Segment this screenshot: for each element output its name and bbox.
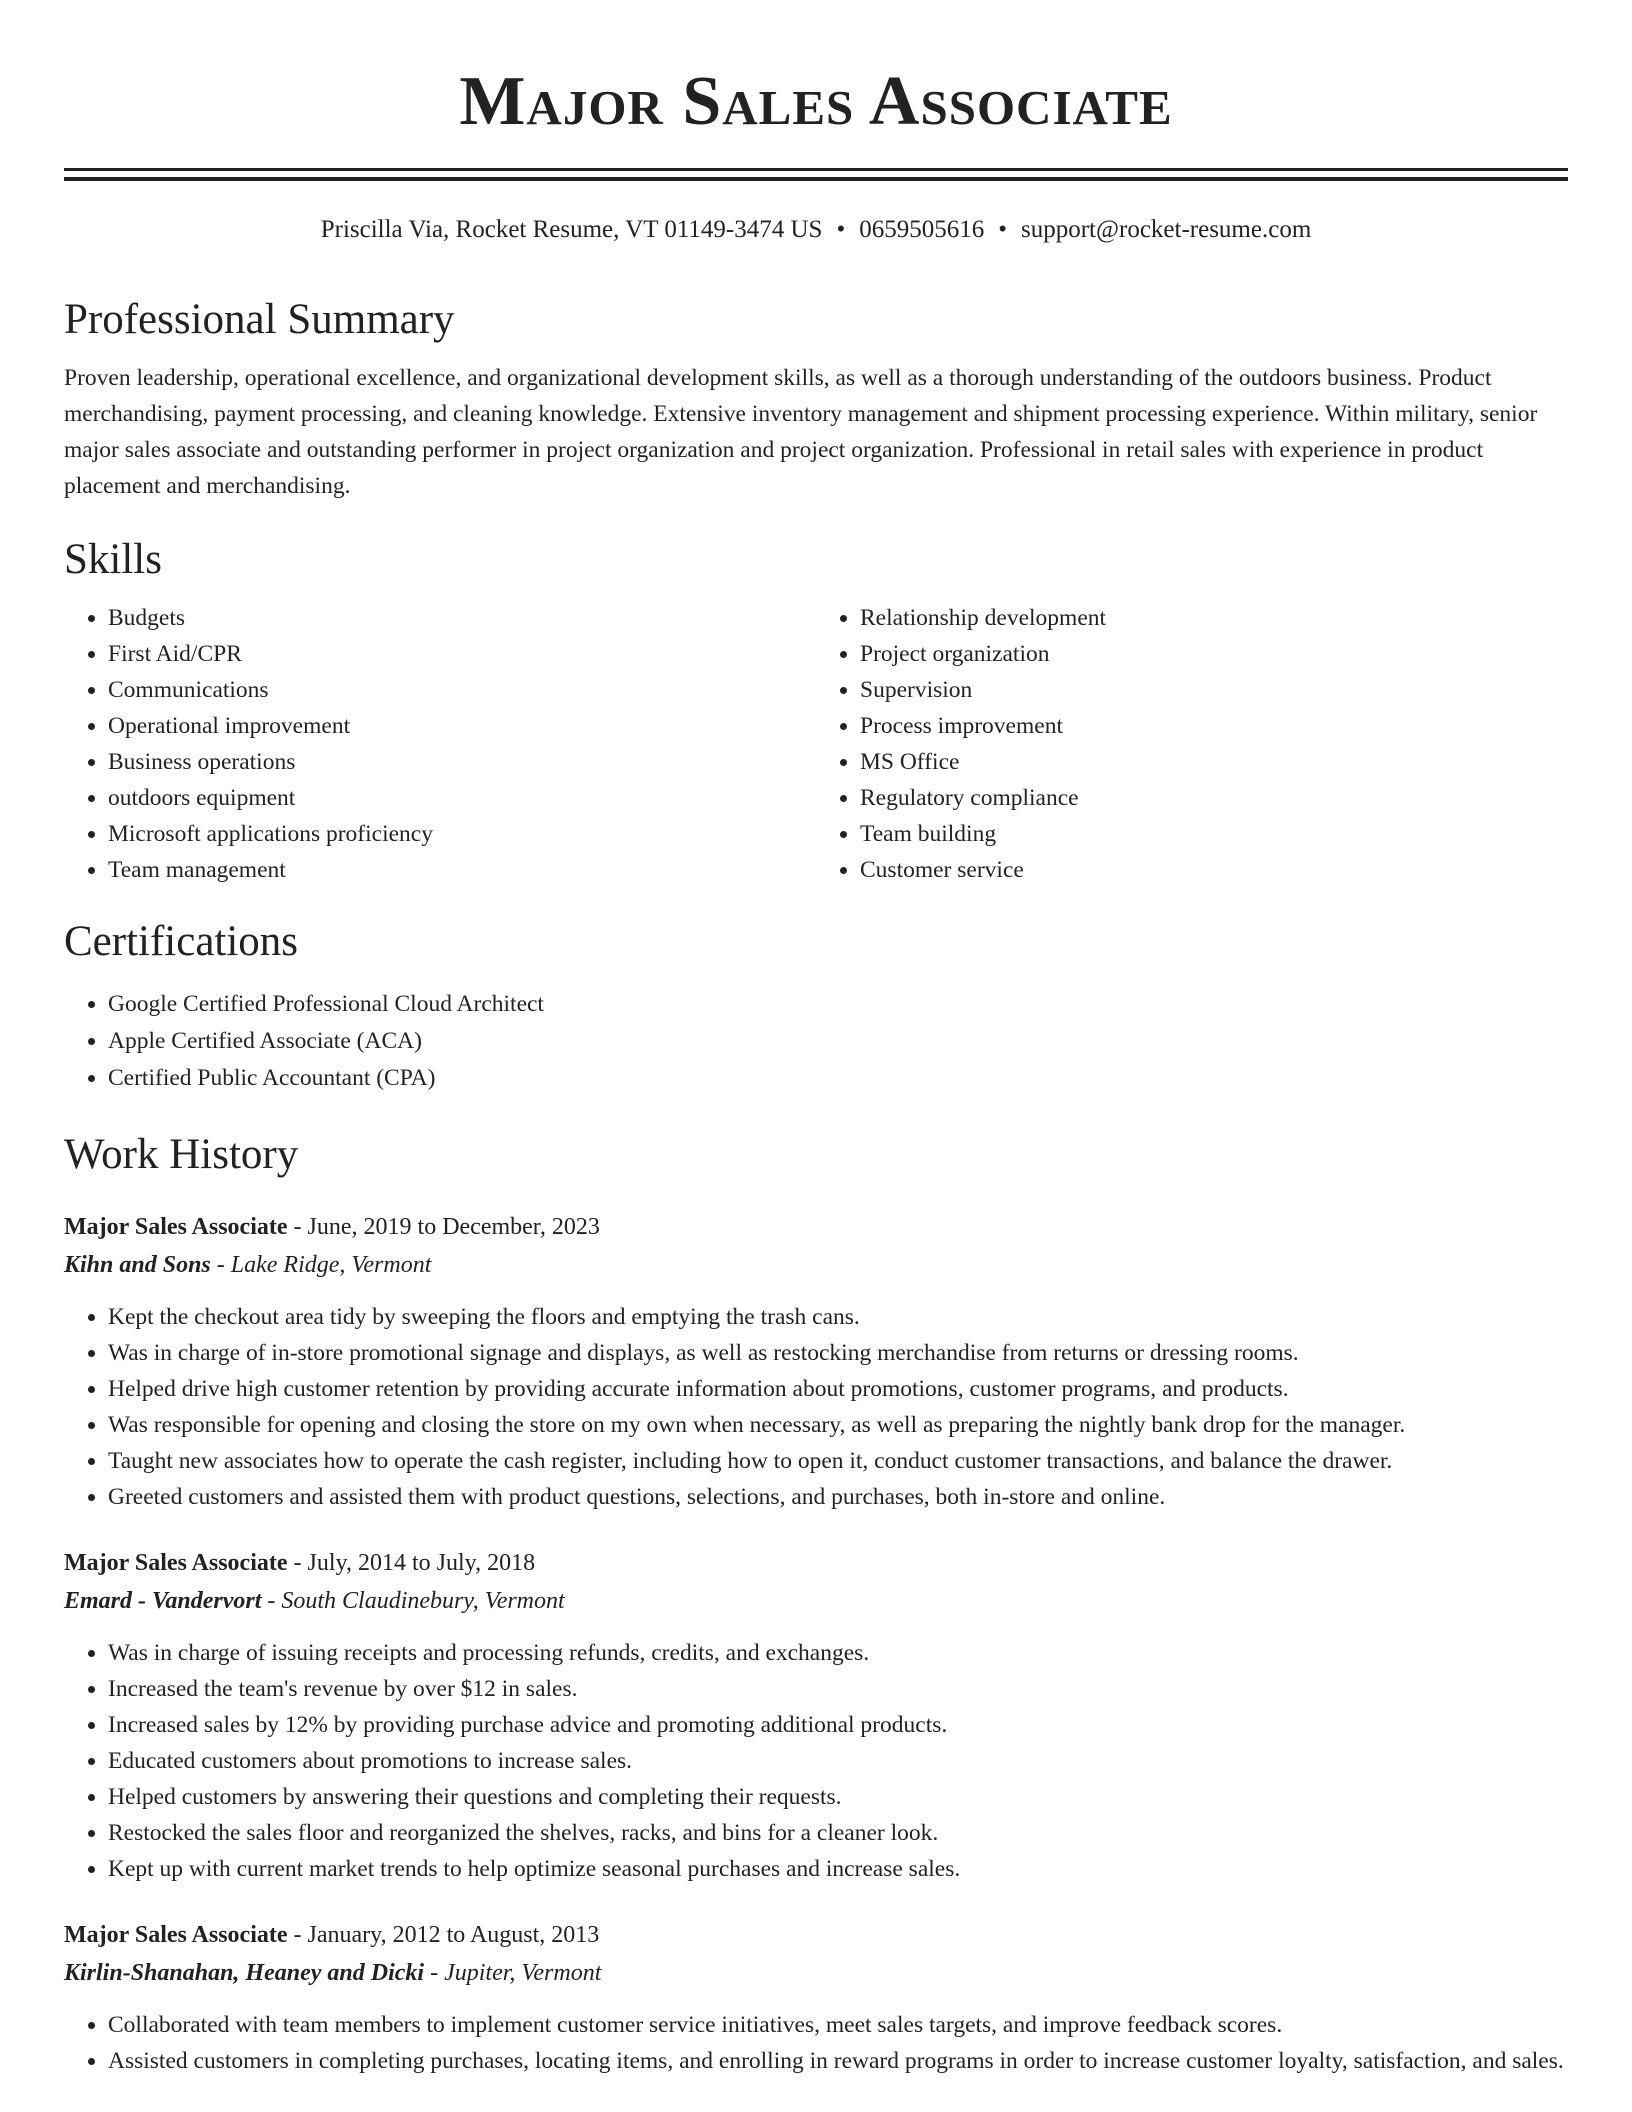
job-bullet: • Taught new associates how to operate the cash register, including how to open it, conduct customer transactions, and balance the drawer. bbox=[108, 1443, 1568, 1479]
job-bullets bbox=[64, 1299, 1568, 1515]
job-bullets bbox=[64, 1635, 1568, 1887]
job-title: Major Sales Associate bbox=[64, 1550, 288, 1576]
skill-item: • Team building bbox=[860, 816, 1568, 852]
job-bullet: • Helped drive high customer retention by providing accurate information about promotions, customer programs, and products. bbox=[108, 1371, 1568, 1407]
job-bullet: • Increased the team's revenue by over $12 in sales. bbox=[108, 1671, 1568, 1707]
job-company: Kirlin-Shanahan, Heaney and Dicki bbox=[64, 1960, 425, 1986]
skills-list-left bbox=[64, 600, 816, 888]
work-history-heading: Work History bbox=[64, 1131, 299, 1178]
skill-item: • Regulatory compliance bbox=[860, 780, 1568, 816]
skill-item: • Budgets bbox=[108, 600, 816, 636]
job-company-line: Emard - Vandervort - South Claudinebury, Vermont bbox=[64, 1588, 565, 1614]
skill-item: • Customer service bbox=[860, 852, 1568, 888]
job-title-line: Major Sales Associate - June, 2019 to December, 2023 bbox=[64, 1214, 600, 1240]
skill-item: • First Aid/CPR bbox=[108, 636, 816, 672]
job-bullet: • Was responsible for opening and closing the store on my own when necessary, as well as preparing the nightly bank drop for the manager. bbox=[108, 1407, 1568, 1443]
job-bullet: • Greeted customers and assisted them with product questions, selections, and purchases, both in-store and online. bbox=[108, 1479, 1568, 1515]
skills-grid bbox=[64, 600, 1568, 888]
job-bullet: • Educated customers about promotions to increase sales. bbox=[108, 1743, 1568, 1779]
skills-heading: Skills bbox=[64, 536, 162, 583]
contact-line bbox=[64, 214, 1568, 246]
skill-item: • Relationship development bbox=[860, 600, 1568, 636]
work-history-section bbox=[64, 1129, 1568, 2079]
job-bullet: • Collaborated with team members to implement customer service initiatives, meet sales targets, and improve feedback scores. bbox=[108, 2007, 1568, 2043]
title-rule-bottom bbox=[64, 177, 1568, 181]
job-dates: June, 2019 to December, 2023 bbox=[307, 1214, 600, 1240]
job-bullet: • Assisted customers in completing purchases, locating items, and enrolling in reward programs in order to increase customer loyalty, satisfaction, and sales. bbox=[108, 2043, 1568, 2079]
skill-item: • MS Office bbox=[860, 744, 1568, 780]
job-title: Major Sales Associate bbox=[64, 1214, 288, 1240]
skill-item: • Team management bbox=[108, 852, 816, 888]
contact-phone: 0659505616 bbox=[859, 216, 985, 243]
skill-item: • outdoors equipment bbox=[108, 780, 816, 816]
skills-section bbox=[64, 534, 1568, 888]
job-company: Kihn and Sons bbox=[64, 1252, 211, 1278]
job-company-line: Kirlin-Shanahan, Heaney and Dicki - Jupiter, Vermont bbox=[64, 1960, 602, 1986]
skill-item: • Business operations bbox=[108, 744, 816, 780]
contact-email: support@rocket-resume.com bbox=[1020, 216, 1312, 243]
contact-separator: • bbox=[836, 216, 846, 243]
certifications-list bbox=[64, 986, 1568, 1097]
certification-item: • Google Certified Professional Cloud Architect bbox=[108, 986, 1568, 1023]
certification-item: • Apple Certified Associate (ACA) bbox=[108, 1023, 1568, 1060]
certifications-section bbox=[64, 916, 1568, 1097]
skills-list-right bbox=[816, 600, 1568, 888]
job-dates: July, 2014 to July, 2018 bbox=[307, 1550, 536, 1576]
summary-text: Proven leadership, operational excellence, and organizational development skills, as well as a thorough understanding of the outdoors business. Product merchandising, payment processing, and cleaning knowledge. Extensive inventory management and shipment processing experience. Within military, senior major sales associate and outstanding performer in project organization and project organization. Professional in retail sales with experience in product placement and merchandising. bbox=[64, 365, 1538, 499]
skill-item: • Process improvement bbox=[860, 708, 1568, 744]
job-location: South Claudinebury, Vermont bbox=[281, 1588, 565, 1614]
job-dates: January, 2012 to August, 2013 bbox=[307, 1922, 600, 1948]
skill-item: • Supervision bbox=[860, 672, 1568, 708]
job-title-line: Major Sales Associate - July, 2014 to July, 2018 bbox=[64, 1550, 536, 1576]
contact-separator: • bbox=[998, 216, 1007, 243]
title-rule-top bbox=[64, 168, 1568, 171]
contact-address: Priscilla Via, Rocket Resume, VT 01149-3474 US bbox=[320, 216, 823, 243]
skill-item: • Project organization bbox=[860, 636, 1568, 672]
job-entry bbox=[64, 1209, 1568, 1515]
job-location: Lake Ridge, Vermont bbox=[230, 1252, 432, 1278]
job-entry bbox=[64, 1917, 1568, 2079]
job-bullet: • Helped customers by answering their questions and completing their requests. bbox=[108, 1779, 1568, 1815]
job-bullet: • Increased sales by 12% by providing purchase advice and promoting additional products. bbox=[108, 1707, 1568, 1743]
job-entry bbox=[64, 1545, 1568, 1887]
job-title-line: Major Sales Associate - January, 2012 to August, 2013 bbox=[64, 1922, 600, 1948]
job-bullet: • Was in charge of issuing receipts and processing refunds, credits, and exchanges. bbox=[108, 1635, 1568, 1671]
job-bullet: • Kept up with current market trends to help optimize seasonal purchases and increase sales. bbox=[108, 1851, 1568, 1887]
job-bullet: • Restocked the sales floor and reorganized the shelves, racks, and bins for a cleaner look. bbox=[108, 1815, 1568, 1851]
skill-item: • Operational improvement bbox=[108, 708, 816, 744]
job-company-line: Kihn and Sons - Lake Ridge, Vermont bbox=[64, 1252, 432, 1278]
certification-item: • Certified Public Accountant (CPA) bbox=[108, 1060, 1568, 1097]
skill-item: • Microsoft applications proficiency bbox=[108, 816, 816, 852]
certifications-heading: Certifications bbox=[64, 918, 299, 965]
skill-item: • Communications bbox=[108, 672, 816, 708]
job-bullets bbox=[64, 2007, 1568, 2079]
job-company: Emard - Vandervort bbox=[64, 1588, 262, 1614]
summary-heading: Professional Summary bbox=[64, 296, 455, 343]
summary-section bbox=[64, 294, 1568, 504]
job-location: Jupiter, Vermont bbox=[444, 1960, 602, 1986]
job-bullet: • Was in charge of in-store promotional signage and displays, as well as restocking merchandise from returns or dressing rooms. bbox=[108, 1335, 1568, 1371]
resume-title: Major Sales Associate bbox=[459, 63, 1173, 140]
job-title: Major Sales Associate bbox=[64, 1922, 288, 1948]
job-bullet: • Kept the checkout area tidy by sweeping the floors and emptying the trash cans. bbox=[108, 1299, 1568, 1335]
